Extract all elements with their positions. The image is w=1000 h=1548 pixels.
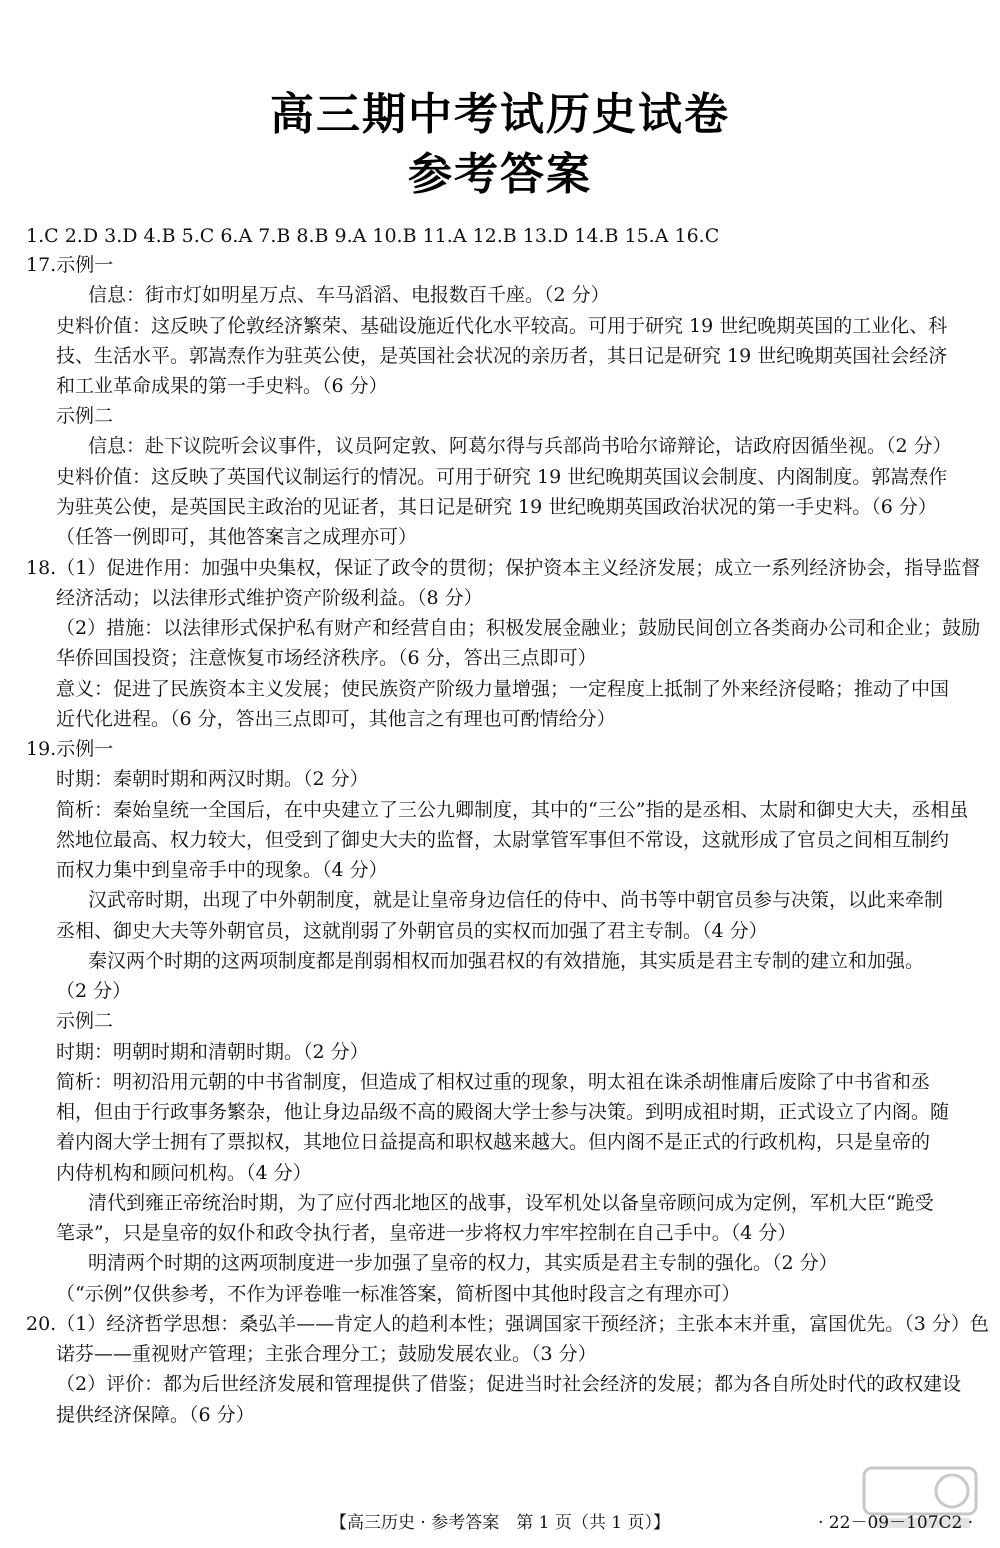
q18-line: 18.（1）促进作用：加强中央集权，保证了政令的贯彻；保护资本主义经济发展；成立一系列经济协会，指导监督 [26,557,981,579]
q19-example-heading: 示例二 [56,1010,114,1032]
q20-line: （2）评价：都为后世经济发展和管理提供了借鉴；促进当时社会经济的发展；都为各自所处时代的政权建设 [56,1373,962,1395]
page-title: 高三期中考试历史试卷 [270,89,730,140]
q19-line: 相，但由于行政事务繁杂，他让身边品级不高的殿阁大学士参与决策。到明成祖时期，正式设立了内阁。随 [56,1101,950,1123]
q17-line: 为驻英公使，是英国民主政治的见证者，其日记是研究 19 世纪晚期英国政治状况的第一手史料。（6 分） [56,496,937,518]
q17-line: 和工业革命成果的第一手史料。（6 分） [56,375,388,397]
q17-line: 史料价值：这反映了英国代议制运行的情况。可用于研究 19 世纪晚期英国议会制度、内阁制度。郭嵩焘作 [56,466,948,488]
q18-line: 经济活动；以法律形式维护资产阶级利益。（8 分） [56,587,483,609]
q19-line: 秦汉两个时期的这两项制度都是削弱相权而加强君权的有效措施，其实质是君主专制的建立和加强。 [88,950,925,972]
q19-line: 然地位最高、权力较大，但受到了御史大夫的监督，太尉掌管军事但不常设，这就形成了官员之间相互制约 [56,829,950,851]
q17-example-heading: 示例二 [56,405,114,427]
q19-line: 丞相、御史大夫等外朝官员，这就削弱了外朝官员的实权而加强了君主专制。（4 分） [56,920,768,942]
multiple-choice-answers: 1.C 2.D 3.D 4.B 5.C 6.A 7.B 8.B 9.A 10.B 11.A 12.B 13.D 14.B 15.A 16.C [26,225,720,247]
q19-line: 时期：明朝时期和清朝时期。（2 分） [56,1041,369,1063]
q17-line: 史料价值：这反映了伦敦经济繁荣、基础设施近代化水平较高。可用于研究 19 世纪晚期英国的工业化、科 [56,315,948,337]
q19-line: 清代到雍正帝统治时期，为了应付西北地区的战事，设军机处以备皇帝顾问成为定例，军机大臣“跪受 [88,1192,934,1214]
q19-line: 明清两个时期的这两项制度进一步加强了皇帝的权力，其实质是君主专制的强化。（2 分） [88,1252,838,1274]
q20-line: 提供经济保障。（6 分） [56,1404,255,1426]
q18-line: （2）措施：以法律形式保护私有财产和经营自由；积极发展金融业；鼓励民间创立各类商办公司和企业；鼓励 [56,617,981,639]
q19-line: （2 分） [56,980,132,1002]
q19-line: 内侍机构和顾问机构。（4 分） [56,1162,312,1184]
q18-line: 意义：促进了民族资本主义发展；使民族资产阶级力量增强；一定程度上抵制了外来经济侵略；推动了中国 [56,678,950,700]
q19-line: 而权力集中到皇帝手中的现象。（4 分） [56,859,388,881]
q19-line: 简析：秦始皇统一全国后，在中央建立了三公九卿制度，其中的“三公”指的是丞相、太尉和御史大夫，丞相虽 [56,799,969,821]
q19-note: （“示例”仅供参考，不作为评卷唯一标准答案，简析图中其他时段言之有理亦可） [56,1283,741,1305]
page-subtitle: 参考答案 [408,149,592,200]
q19-heading: 19.示例一 [26,738,114,760]
q19-line: 着内阁大学士拥有了票拟权，其地位日益提高和职权越来越大。但内阁不是正式的行政机构，只是皇帝的 [56,1131,931,1153]
q17-line: 信息：街市灯如明星万点、车马滔滔、电报数百千座。（2 分） [88,284,610,306]
q18-line: 华侨回国投资；注意恢复市场经济秩序。（6 分，答出三点即可） [56,647,597,669]
q19-line: 汉武帝时期，出现了中外朝制度，就是让皇帝身边信任的侍中、尚书等中朝官员参与决策，以此来牵制 [88,889,944,911]
q19-line: 笔录”，只是皇帝的奴仆和政令执行者，皇帝进一步将权力牢牢控制在自己手中。（4 分） [56,1222,797,1244]
q17-note: （任答一例即可，其他答案言之成理亦可） [56,526,418,548]
q20-line: 诺芬——重视财产管理；主张合理分工；鼓励发展农业。（3 分） [56,1343,597,1365]
q19-line: 简析：明初沿用元朝的中书省制度，但造成了相权过重的现象，明太祖在诛杀胡惟庸后废除了中书省和丞 [56,1071,931,1093]
footer-page-info: 【高三历史 · 参考答案 第 1 页（共 1 页）】 [330,1513,670,1533]
q17-heading: 17.示例一 [26,254,114,276]
footer-doc-code: · 22－09－107C2 · [818,1513,974,1533]
q19-line: 时期：秦朝时期和两汉时期。（2 分） [56,768,369,790]
q18-line: 近代化进程。（6 分，答出三点即可，其他言之有理也可酌情给分） [56,708,616,730]
q17-line: 技、生活水平。郭嵩焘作为驻英公使，是英国社会状况的亲历者，其日记是研究 19 世纪晚期英国社会经济 [56,345,948,367]
q20-line: 20.（1）经济哲学思想：桑弘羊——肯定人的趋利本性；强调国家干预经济；主张本末并重，富国优先。（3 分）色 [26,1313,989,1335]
q17-line: 信息：赴下议院听会议事件，议员阿定敦、阿葛尔得与兵部尚书哈尔谛辩论，诘政府因循坐视。（2 分） [88,435,952,457]
